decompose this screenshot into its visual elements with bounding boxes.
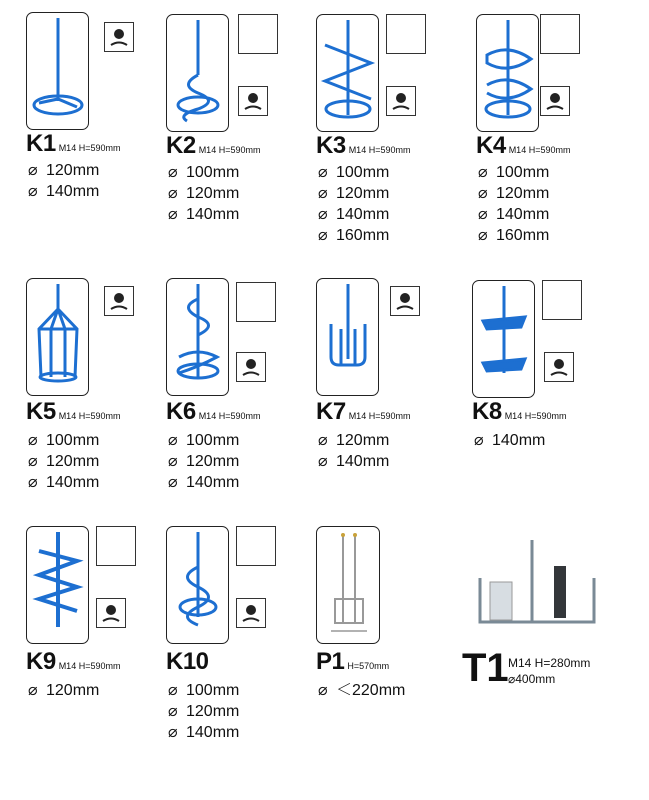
mixing-icon [238, 86, 268, 116]
mixing-icon [236, 598, 266, 628]
application-grid-icon [236, 282, 276, 322]
t1-diameter: ⌀400mm [508, 672, 556, 686]
product-k1 [26, 12, 186, 262]
product-image-t1 [470, 536, 620, 636]
mixing-icon [104, 286, 134, 316]
product-image-k1 [26, 12, 89, 130]
mixing-icon [236, 352, 266, 382]
product-code: K6 M14 H=590mm [166, 398, 261, 425]
product-k3 [316, 14, 476, 264]
application-grid-icon [542, 280, 582, 320]
application-grid-icon [238, 14, 278, 54]
product-k9 [26, 526, 186, 776]
diameter-list: ⌀ 100mm ⌀ 120mm ⌀ 140mm [168, 432, 240, 491]
mixing-icon [544, 352, 574, 382]
application-grid-icon [236, 526, 276, 566]
product-image-k3 [316, 14, 379, 132]
product-k2 [166, 14, 326, 264]
product-code: K5 M14 H=590mm [26, 398, 121, 425]
application-grid-icon [540, 14, 580, 54]
product-image-p1 [316, 526, 380, 644]
t1-height-spec: M14 H=280mm [508, 656, 591, 670]
product-t1 [462, 530, 642, 780]
diameter-list: ⌀ 100mm ⌀ 120mm ⌀ 140mm [28, 432, 100, 491]
product-k8 [472, 280, 632, 530]
product-code: K1 M14 H=590mm [26, 130, 121, 157]
product-image-k9 [26, 526, 89, 644]
diameter-list: ⌀ 120mm [28, 682, 100, 699]
mixing-icon [390, 286, 420, 316]
diameter-list: ⌀ 120mm ⌀ 140mm [28, 162, 100, 200]
product-p1 [316, 526, 476, 776]
product-k7 [316, 278, 476, 528]
product-image-k10 [166, 526, 229, 644]
product-image-k8 [472, 280, 535, 398]
product-image-k2 [166, 14, 229, 132]
diameter-list: ⌀ 100mm ⌀ 120mm ⌀ 140mm [168, 682, 240, 741]
mixing-icon [386, 86, 416, 116]
product-image-k4 [476, 14, 539, 132]
product-code: K9 M14 H=590mm [26, 648, 121, 675]
product-k5 [26, 278, 186, 528]
diameter-list: ⌀ 120mm ⌀ 140mm [318, 432, 390, 470]
product-image-k6 [166, 278, 229, 396]
product-code: T1 [462, 646, 509, 690]
product-image-k7 [316, 278, 379, 396]
application-grid-icon [96, 526, 136, 566]
product-k6 [166, 278, 326, 528]
product-code: K10 [166, 648, 209, 675]
application-grid-icon [386, 14, 426, 54]
product-code: K8 M14 H=590mm [472, 398, 567, 425]
product-code: K4 M14 H=590mm [476, 132, 571, 159]
mixing-icon [540, 86, 570, 116]
product-code: K7 M14 H=590mm [316, 398, 411, 425]
mixing-icon [96, 598, 126, 628]
diameter-list: ⌀ ＜220mm [318, 682, 406, 699]
product-code: K2 M14 H=590mm [166, 132, 261, 159]
diameter-list: ⌀ 100mm ⌀ 120mm ⌀ 140mm [168, 164, 240, 223]
product-k4 [476, 14, 636, 264]
product-k10 [166, 526, 326, 776]
diameter-list: ⌀ 100mm ⌀ 120mm ⌀ 140mm ⌀ 160mm [318, 164, 390, 244]
diameter-list: ⌀ 100mm ⌀ 120mm ⌀ 140mm ⌀ 160mm [478, 164, 550, 244]
product-code: K3 M14 H=590mm [316, 132, 411, 159]
diameter-list: ⌀ 140mm [474, 432, 546, 449]
product-code: P1 H=570mm [316, 648, 390, 675]
mixing-icon [104, 22, 134, 52]
product-image-k5 [26, 278, 89, 396]
